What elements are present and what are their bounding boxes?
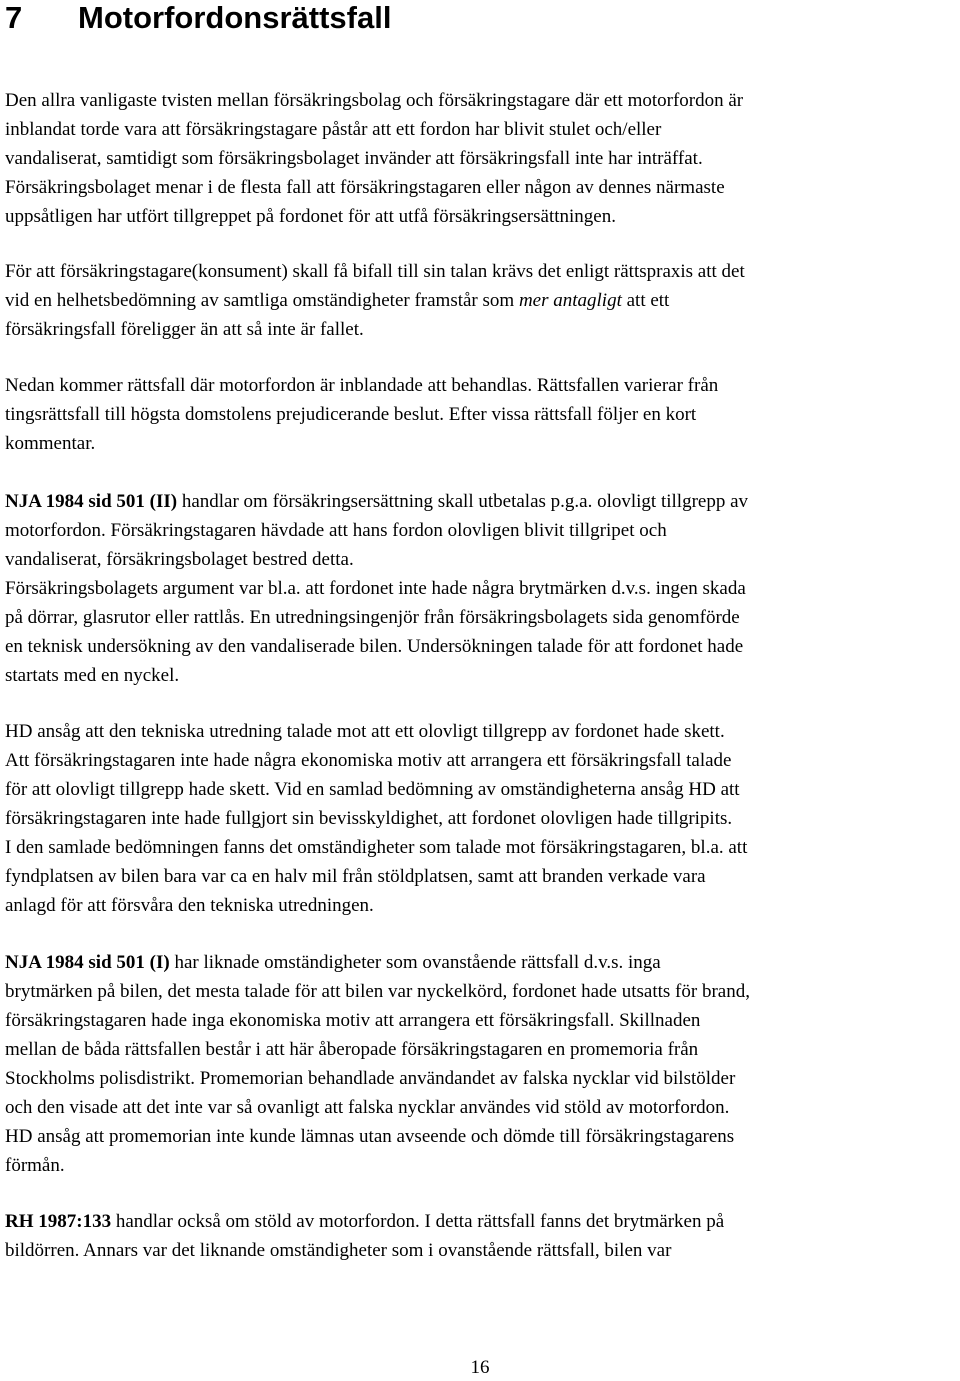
paragraph-case-rh-1987 bbox=[5, 1207, 960, 1265]
text-line: motorfordon. Försäkringstagaren hävdade att hans fordon olovligen blivit tillgripet och bbox=[5, 520, 667, 541]
text-line: Att försäkringstagaren inte hade några ekonomiska motiv att arrangera ett försäkringsfall talade bbox=[5, 750, 732, 771]
paragraph-case-nja-1984-i bbox=[5, 948, 960, 1180]
text-line: bildörren. Annars var det liknande omständigheter som i ovanstående rättsfall, bilen var bbox=[5, 1240, 672, 1261]
text-line: på dörrar, glasrutor eller rattlås. En utredningsingenjör från försäkringsbolagets sida genomförde bbox=[5, 607, 740, 628]
text-line bbox=[5, 948, 960, 977]
emphasis-text: mer antagligt bbox=[518, 290, 622, 311]
text-run: handlar om försäkringsersättning skall utbetalas p.g.a. olovligt tillgrepp av bbox=[177, 491, 749, 512]
text-line: anlagd för att försvåra den tekniska utredningen. bbox=[5, 895, 374, 916]
text-line: försäkringstagaren inte hade fullgjort sin bevisskyldighet, att fordonet olovligen hade tillgripits. bbox=[5, 808, 733, 829]
text-line: fyndplatsen av bilen bara var ca en halv mil från stöldplatsen, samt att branden verkade vara bbox=[5, 866, 706, 887]
text-run: att ett bbox=[621, 290, 670, 311]
text-line: Stockholms polisdistrikt. Promemorian behandlade användandet av falska nycklar vid bilstölder bbox=[5, 1068, 736, 1089]
chapter-title: Motorfordonsrättsfall bbox=[78, 0, 392, 35]
paragraph-hd-ruling bbox=[5, 717, 960, 920]
text-line: I den samlade bedömningen fanns det omständigheter som talade mot försäkringstagaren, bl.a. att bbox=[5, 837, 748, 858]
text-line: för att olovligt tillgrepp hade skett. Vid en samlad bedömning av omständigheterna ansåg HD att bbox=[5, 779, 740, 800]
text-line: försäkringstagaren hade inga ekonomiska motiv att arrangera ett försäkringsfall. Skillnaden bbox=[5, 1010, 701, 1031]
text-line: försäkringsfall föreligger än att så inte är fallet. bbox=[5, 319, 364, 340]
text-line: vandaliserat, samtidigt som försäkringsbolaget invänder att försäkringsfall inte har inträffat. bbox=[5, 148, 703, 169]
page-number: 16 bbox=[470, 1357, 490, 1378]
text-line: Nedan kommer rättsfall där motorfordon är inblandade att behandlas. Rättsfallen varierar från bbox=[5, 375, 719, 396]
text-run: har liknade omständigheter som ovanstående rättsfall d.v.s. inga bbox=[169, 952, 661, 973]
chapter-number: 7 bbox=[5, 0, 23, 35]
text-line: brytmärken på bilen, det mesta talade för att bilen var nyckelkörd, fordonet hade utsatts för brand, bbox=[5, 981, 750, 1002]
text-line: HD ansåg att promemorian inte kunde lämnas utan avseende och dömde till försäkringstagarens bbox=[5, 1126, 735, 1147]
text-run: vid en helhetsbedömning av samtliga omständigheter framstår som bbox=[5, 290, 519, 311]
case-reference: NJA 1984 sid 501 (II) bbox=[5, 491, 178, 512]
text-line: startats med en nyckel. bbox=[5, 665, 180, 686]
text-line: HD ansåg att den tekniska utredning talade mot att ett olovligt tillgrepp av fordonet hade skett. bbox=[5, 721, 725, 742]
text-line: inblandat torde vara att försäkringstagare påstår att ett fordon har blivit stulet och/eller bbox=[5, 119, 662, 140]
text-run: handlar också om stöld av motorfordon. I detta rättsfall fanns det brytmärken på bbox=[111, 1211, 725, 1232]
text-line: tingsrättsfall till högsta domstolens prejudicerande beslut. Efter vissa rättsfall följer en kort bbox=[5, 404, 697, 425]
text-line: kommentar. bbox=[5, 433, 96, 454]
case-reference: RH 1987:133 bbox=[5, 1211, 112, 1232]
text-line: Försäkringsbolaget menar i de flesta fall att försäkringstagaren eller någon av dennes närmaste bbox=[5, 177, 725, 198]
text-line: vandaliserat, försäkringsbolaget bestred detta. bbox=[5, 549, 354, 570]
text-line: en teknisk undersökning av den vandaliserade bilen. Undersökningen talade för att fordonet hade bbox=[5, 636, 744, 657]
chapter-heading bbox=[5, 0, 391, 38]
text-line bbox=[5, 1207, 960, 1236]
text-line: mellan de båda rättsfallen består i att här åberopade försäkringstagaren en promemoria från bbox=[5, 1039, 699, 1060]
text-line: Försäkringsbolagets argument var bl.a. att fordonet inte hade några brytmärken d.v.s. ingen skada bbox=[5, 578, 746, 599]
text-line bbox=[5, 487, 960, 516]
text-line: uppsåtligen har utfört tillgreppet på fordonet för att utfå försäkringsersättningen. bbox=[5, 206, 616, 227]
text-line: förmån. bbox=[5, 1155, 65, 1176]
case-reference: NJA 1984 sid 501 (I) bbox=[5, 952, 170, 973]
text-line bbox=[5, 286, 960, 315]
text-line: och den visade att det inte var så ovanligt att falska nycklar användes vid stöld av motorfordon. bbox=[5, 1097, 730, 1118]
paragraph-overview bbox=[5, 371, 960, 458]
paragraph-burden-of-proof bbox=[5, 257, 960, 344]
text-line: Den allra vanligaste tvisten mellan försäkringsbolag och försäkringstagare där ett motorfordon är bbox=[5, 90, 744, 111]
paragraph-intro bbox=[5, 86, 960, 231]
paragraph-case-nja-1984-ii bbox=[5, 487, 960, 690]
text-line: För att försäkringstagare(konsument) skall få bifall till sin talan krävs det enligt rättspraxis att det bbox=[5, 261, 745, 282]
